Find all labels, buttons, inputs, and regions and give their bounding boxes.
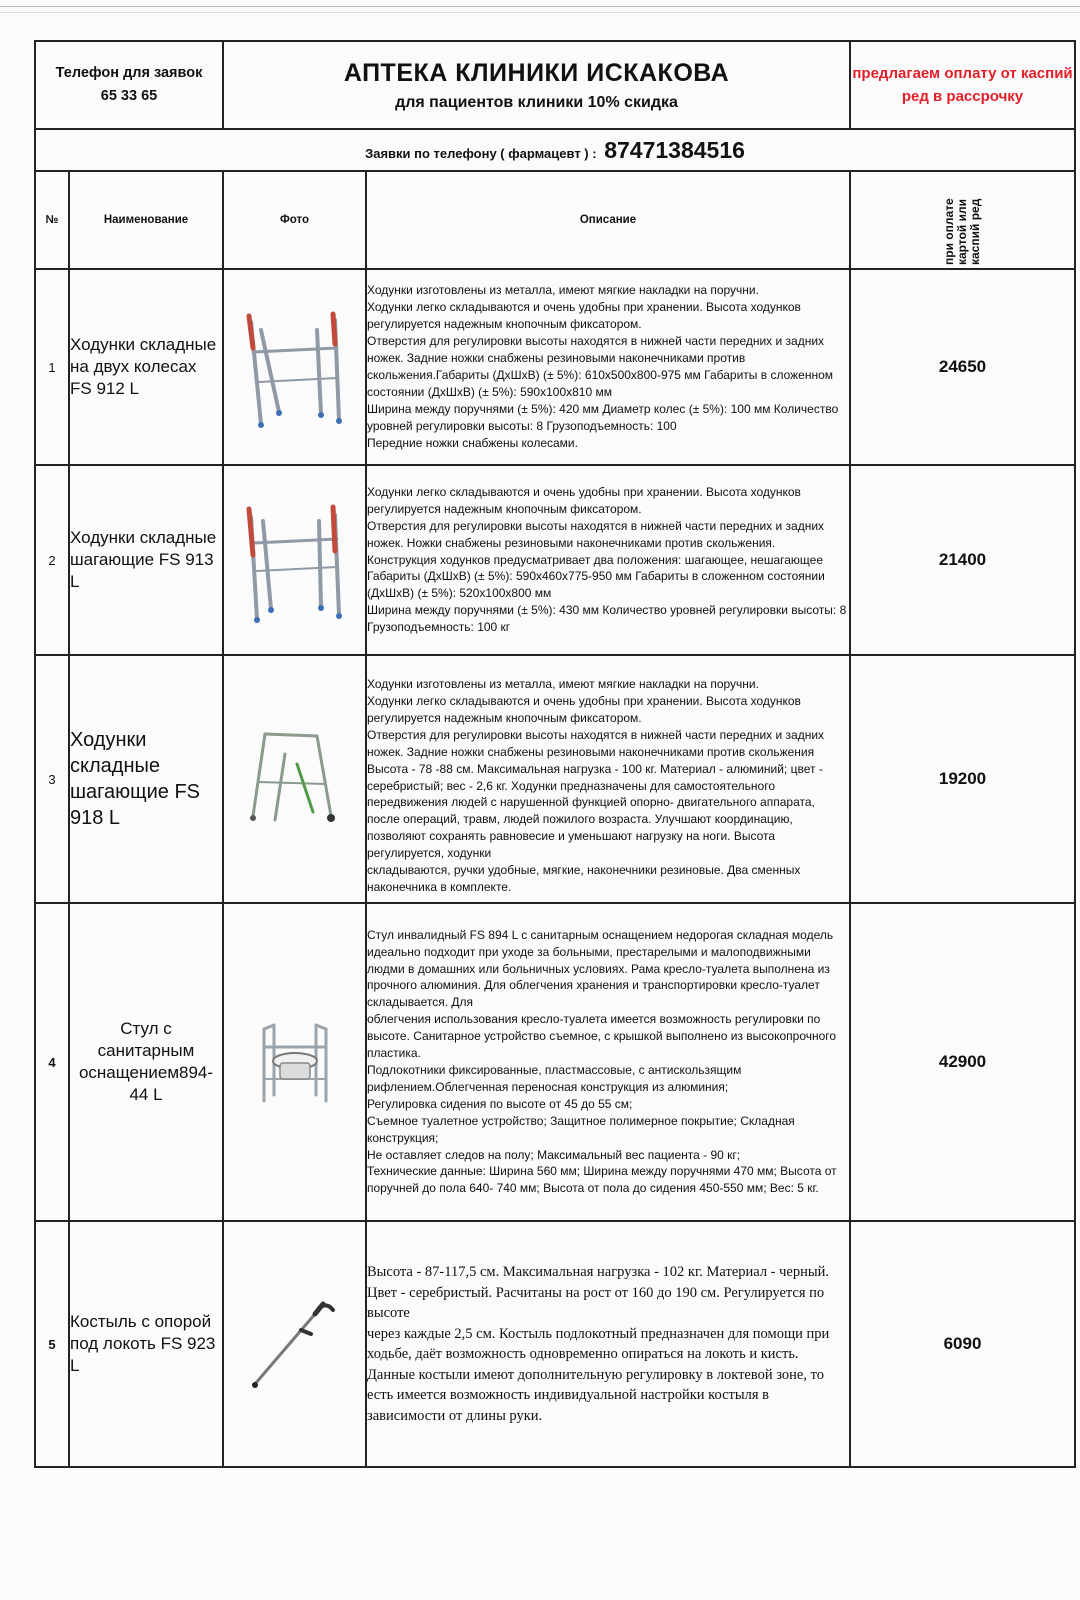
promo-note: предлагаем оплату от каспий ред в рассрочку [850, 41, 1075, 129]
price-header-label: при оплате картой или каспий ред [942, 198, 982, 265]
walker-icon [245, 724, 345, 834]
product-description: Ходунки изготовлены из металла, имеют мягкие накладки на поручни. Ходунки легко складываются и очень удобны при хранении. Высота ходунков регулируется надежным кнопочным фиксатором. Отверстия для регулировки высоты находятся в нижней части передних и задних ножек. Задние ножки снабжены резиновыми наконечниками против скольжения.Габариты (ДхШхВ) (± 5%): 610х500х800-975 мм Габариты в сложенном состоянии (ДхШхВ) (± 5%): 590х100х810 мм Ширина между поручнями (± 5%): 420 мм Диаметр колес (± 5%): 100 мм Количество уровней регулировки высоты: 8 Грузоподъемность: 100 Передние ножки снабжены колесами. [366, 269, 850, 465]
header-phone-cell [35, 41, 223, 129]
page-subtitle: для пациентов клиники 10% скидка [395, 93, 678, 111]
col-header-price [850, 171, 1075, 269]
product-price: 24650 [850, 269, 1075, 465]
table-row [35, 903, 1075, 1221]
table-row [35, 269, 1075, 465]
product-price: 19200 [850, 655, 1075, 903]
walker-icon [239, 302, 351, 432]
pharmacist-phone: 87471384516 [604, 136, 745, 163]
col-header-photo: Фото [223, 171, 366, 269]
row-index: 1 [35, 269, 69, 465]
price-list-table [34, 40, 1076, 1468]
product-photo [223, 903, 366, 1221]
product-photo [223, 655, 366, 903]
pharmacist-label: Заявки по телефону ( фармацевт ) : [365, 145, 597, 161]
table-row [35, 1221, 1075, 1467]
product-description: Стул инвалидный FS 894 L с санитарным оснащением недорогая складная модель идеально подходит при уходе за больными, престарелыми и малоподвижными людми в домашних или больничных условиях. Рама кресло-туалета выполнена из прочного алюминия. Для облегчения хранения и транспортировки кресло-туалет складывается. Для облегчения использования кресло-туалета имеется возможность регулировки по высоте. Санитарное устройство съемное, с крышкой выполнено из высокопрочного пластика. Подлокотники фиксированные, пластмассовые, с антискользящим рифлением.Облегченная переносная конструкция из алюминия; Регулировка сидения по высоте от 45 до 55 см; Съемное туалетное устройство; Защитное полимерное покрытие; Складная конструкция; Не оставляет следов на полу; Максимальный вес пациента - 90 кг; Технические данные: Ширина 560 мм; Ширина между поручнями 470 мм; Высота от поручней до пола 640- 740 мм; Высота от пола до сидения 450-550 мм; Вес: 5 кг. [366, 903, 850, 1221]
product-name: Ходунки складные шагающие FS 918 L [69, 655, 223, 903]
row-index: 2 [35, 465, 69, 655]
product-price: 6090 [850, 1221, 1075, 1467]
table-row [35, 655, 1075, 903]
product-photo [223, 465, 366, 655]
page-title: АПТЕКА КЛИНИКИ ИСКАКОВА [343, 58, 730, 87]
phone-number: 65 33 65 [100, 88, 158, 104]
product-description: Ходунки легко складываются и очень удобны при хранении. Высота ходунков регулируется надежным кнопочным фиксатором. Отверстия для регулировки высоты находятся в нижней части передних и задних ножек. Ножки снабжены резиновыми наконечниками против скольжения. Конструкция ходунков предусматривает два положения: шагающее, нешагающее Габариты (ДхШхВ) (± 5%): 590х460х775-950 мм Габариты в сложенном состоянии (ДхШхВ) (± 5%): 520х100х800 мм Ширина между поручнями (± 5%): 430 мм Количество уровней регулировки высоты: 8 Грузоподъемность: 100 кг [366, 465, 850, 655]
header-title-cell [223, 41, 850, 129]
walker-icon [239, 495, 351, 625]
product-photo [223, 1221, 366, 1467]
product-price: 21400 [850, 465, 1075, 655]
col-header-name: Наименование [69, 171, 223, 269]
product-description: Высота - 87-117,5 см. Максимальная нагрузка - 102 кг. Материал - черный. Цвет - серебристый. Расчитаны на рост от 160 до 190 см. Регулируется по высоте через каждые 2,5 см. Костыль подлокотный предназначен для помощи при ходьбе, даёт возможность одновременно опираться на локоть и кисть. Данные костыли имеют дополнительную регулировку в локтевой зоне, то есть имеется возможность индивидуальной настройки костыля в зависимости от длины руки. [366, 1221, 850, 1467]
pharmacist-row [35, 129, 1075, 171]
commode-chair-icon [250, 1017, 340, 1107]
product-name: Ходунки складные шагающие FS 913 L [69, 465, 223, 655]
crutch-icon [245, 1294, 345, 1394]
row-index: 4 [35, 903, 69, 1221]
table-row [35, 465, 1075, 655]
col-header-description: Описание [366, 171, 850, 269]
col-header-number: № [35, 171, 69, 269]
phone-label: Телефон для заявок [55, 65, 203, 81]
row-index: 3 [35, 655, 69, 903]
product-name: Костыль с опорой под локоть FS 923 L [69, 1221, 223, 1467]
row-index: 5 [35, 1221, 69, 1467]
product-price: 42900 [850, 903, 1075, 1221]
product-name: Стул с санитарным оснащением894-44 L [69, 903, 223, 1221]
product-photo [223, 269, 366, 465]
product-description: Ходунки изготовлены из металла, имеют мягкие накладки на поручни. Ходунки легко складываются и очень удобны при хранении. Высота ходунков регулируется надежным кнопочным фиксатором. Отверстия для регулировки высоты находятся в нижней части передних и задних ножек. Задние ножки снабжены резиновыми наконечниками против скольжения Высота - 78 -88 см. Максимальная нагрузка - 100 кг. Материал - алюминий; цвет - серебристый; вес - 2,6 кг. Ходунки предназначены для самостоятельного передвижения людей с нарушенной функцией опорно- двигательного аппарата, после операций, травм, людей пожилого возраста. Улучшают координацию, позволяют сохранять равновесие и уменьшают нагрузку на ноги. Высота регулируется, ходунки складываются, ручки удобные, мягкие, наконечники резиновые. Два сменных наконечника в комплекте. [366, 655, 850, 903]
product-name: Ходунки складные на двух колесах FS 912 L [69, 269, 223, 465]
